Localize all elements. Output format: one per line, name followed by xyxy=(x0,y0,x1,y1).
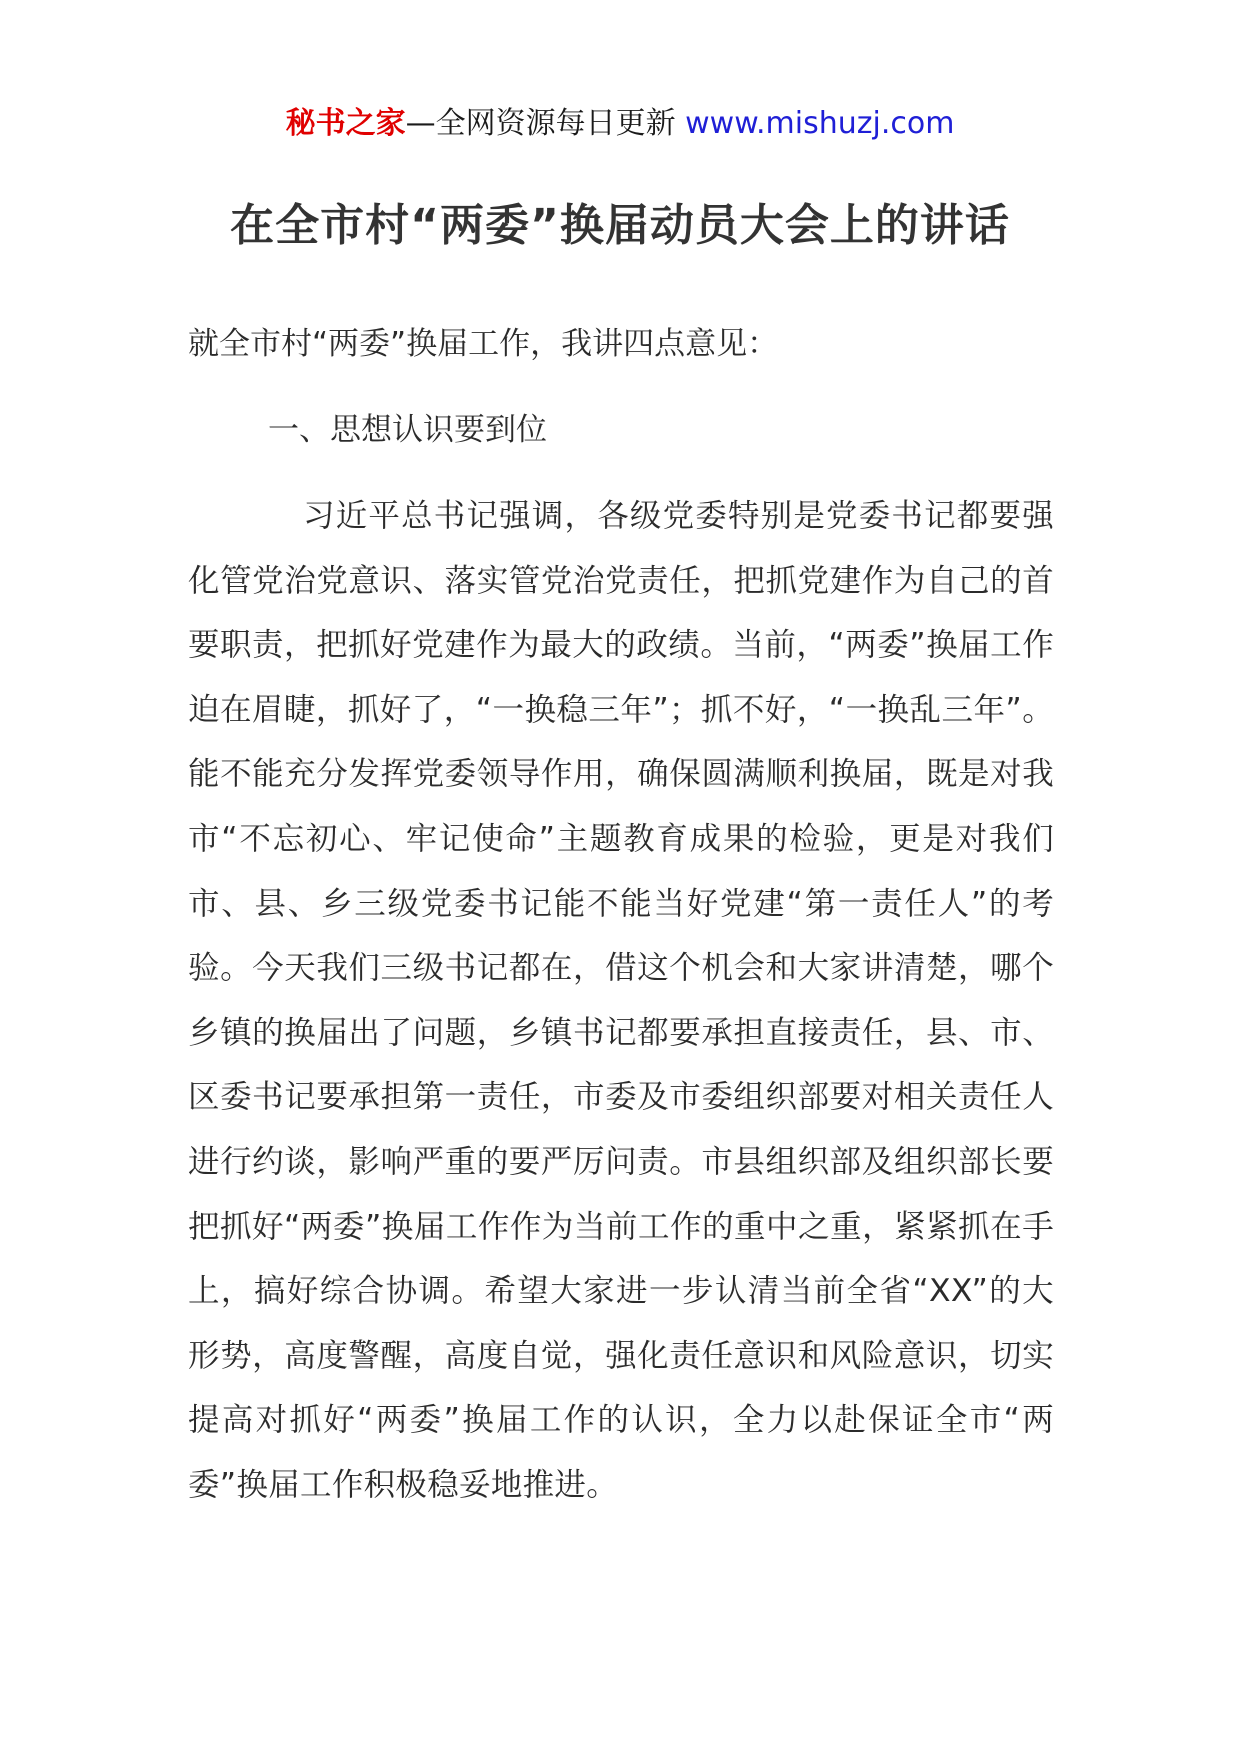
site-header xyxy=(0,104,1240,144)
site-url-link[interactable]: www.mishuzj.com xyxy=(685,106,955,141)
site-tagline: —全网资源每日更新 xyxy=(405,106,686,141)
document-title: 在全市村“两委”换届动员大会上的讲话 xyxy=(230,200,1010,251)
section-1-heading: 一、思想认识要到位 xyxy=(268,412,547,448)
document-intro: 就全市村“两委”换届工作，我讲四点意见： xyxy=(188,326,779,362)
site-brand: 秘书之家 xyxy=(285,106,406,141)
section-1-body: 习近平总书记强调，各级党委特别是党委书记都要强化管党治党意识、落实管党治党责任，把抓党建作为自己的首要职责，把抓好党建作为最大的政绩。当前，“两委”换届工作迫在眉睫，抓好了，“一换稳三年”；抓不好，“一换乱三年”。能不能充分发挥党委领导作用，确保圆满顺利换届，既是对我市“不忘初心、牢记使命”主题教育成果的检验，更是对我们市、县、乡三级党委书记能不能当好党建“第一责任人”的考验。今天我们三级书记都在，借这个机会和大家讲清楚，哪个乡镇的换届出了问题，乡镇书记都要承担直接责任，县、市、区委书记要承担第一责任，市委及市委组织部要对相关责任人进行约谈，影响严重的要严厉问责。市县组织部及组织部长要把抓好“两委”换届工作作为当前工作的重中之重，紧紧抓在手上，搞好综合协调。希望大家进一步认清当前全省“XX”的大形势，高度警醒，高度自觉，强化责任意识和风险意识，切实提高对抓好“两委”换届工作的认识，全力以赴保证全市“两委”换届工作积极稳妥地推进。 xyxy=(188,498,1054,1503)
